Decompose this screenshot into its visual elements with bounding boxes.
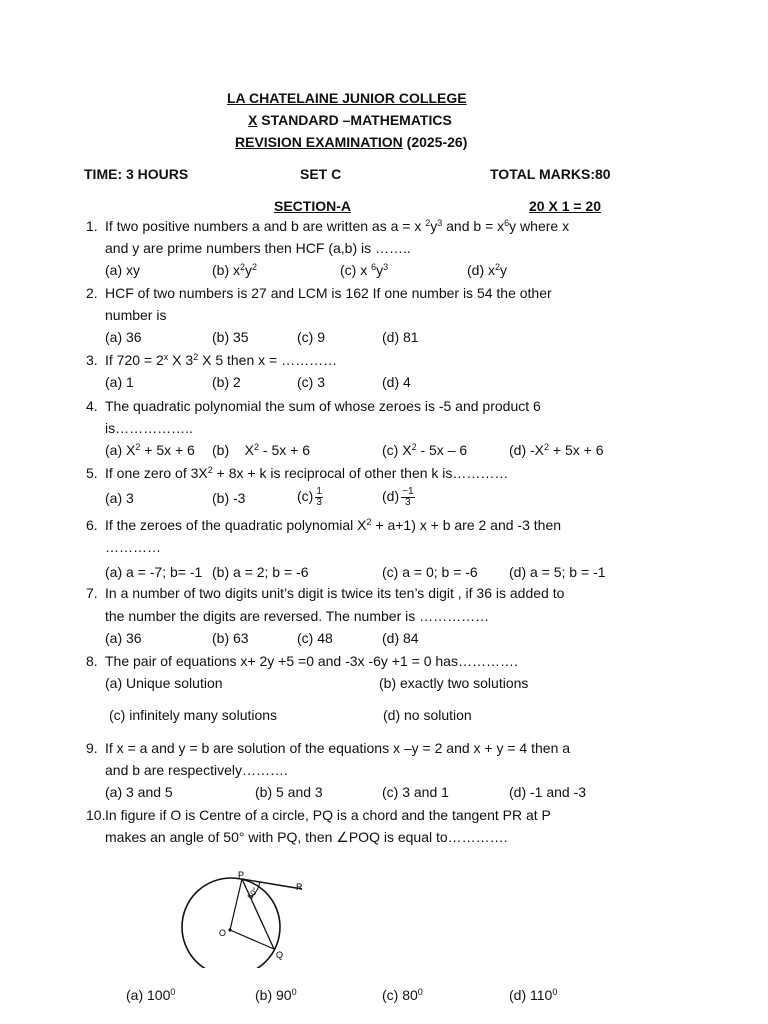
question-9-text: If x = a and y = b are solution of the equations x –y = 2 and x + y = 4 then a <box>105 740 571 756</box>
question-1-text-cont: and y are prime numbers then HCF (a,b) is …….. <box>105 240 411 256</box>
total-marks: TOTAL MARKS:80 <box>490 166 611 182</box>
fraction: $\frac{1}{3}$ <box>316 485 322 508</box>
label-o: O <box>219 928 227 938</box>
label-p: P <box>238 870 245 880</box>
option-d: (d) $x^2y$ <box>467 262 508 278</box>
option-c: (c) 48 <box>297 630 333 646</box>
option-a: (a) a = -7; b= -1 <box>105 564 203 580</box>
option-c: (c) $X^2 - 5x - 6$ <box>382 442 468 458</box>
option-c: (c) x $^6y^3$ <box>340 262 389 278</box>
option-c: (c) infinitely many solutions <box>109 707 278 723</box>
circle-tangent-figure <box>170 868 320 968</box>
question-10-text-cont: makes an angle of 50° with PQ, then ∠POQ is equal to…………. <box>105 829 508 845</box>
option-a: (a) 3 and 5 <box>105 784 173 800</box>
college-name: LA CHATELAINE JUNIOR COLLEGE <box>227 90 467 106</box>
exam-title: REVISION EXAMINATION (2025-26) <box>235 134 468 150</box>
option-b: (b) 5 and 3 <box>255 784 323 800</box>
option-b: (b) $X^2 - 5x + 6$ <box>212 442 310 458</box>
option-a: (a) 1 <box>105 374 134 390</box>
question-number: 10. <box>86 807 106 823</box>
option-b: (b) -3 <box>212 490 246 506</box>
option-c: (c) 3 and 1 <box>382 784 449 800</box>
option-d: (d) no solution <box>383 707 472 723</box>
question-number: 2. <box>86 285 98 301</box>
question-4-text-cont: is…………….. <box>105 420 193 436</box>
question-6-text: If the zeroes of the quadratic polynomial $X^2 + a+1$) x + b are 2 and -3 then <box>105 517 562 533</box>
option-d: (d) 4 <box>382 374 411 390</box>
question-1-text: If two positive numbers a and b are written as a = x $^2y^3$ and $b = x^6y$ where x <box>105 218 570 234</box>
standard-title: X STANDARD –MATHEMATICS <box>248 112 452 128</box>
label-r: R <box>296 882 303 892</box>
label-q: Q <box>276 950 284 960</box>
option-d: (d) 84 <box>382 630 419 646</box>
option-d: (d) $-X^2 + 5x + 6$ <box>509 442 604 458</box>
centre-point <box>228 928 231 931</box>
option-d: (d) $\frac{-1}{3}$ <box>382 485 414 508</box>
question-number: 1. <box>86 218 98 234</box>
option-a: (a) Unique solution <box>105 675 223 691</box>
option-b: (b) $x^2y^2$ <box>212 262 258 278</box>
question-number: 3. <box>86 352 98 368</box>
option-c: (c) 9 <box>297 329 325 345</box>
question-number: 7. <box>86 585 98 601</box>
option-c: (c) $80^0$ <box>382 987 423 1003</box>
question-6-text-cont: ………… <box>105 539 161 555</box>
option-a: (a) 3 <box>105 490 134 506</box>
question-9-text-cont: and b are respectively………. <box>105 762 288 778</box>
radius-op <box>230 879 242 930</box>
question-7-text-cont: the number the digits are reversed. The number is …………… <box>105 608 490 624</box>
option-b: (b) 35 <box>212 329 249 345</box>
question-4-text: The quadratic polynomial the sum of whose zeroes is -5 and product 6 <box>105 398 541 414</box>
radius-oq <box>230 930 274 949</box>
question-number: 4. <box>86 398 98 414</box>
question-7-text: In a number of two digits unit’s digit is twice its ten’s digit , if 36 is added to <box>105 585 565 601</box>
option-a: (a) $X^2 + 5x + 6$ <box>105 442 195 458</box>
question-number: 5. <box>86 465 98 481</box>
option-c: (c) 3 <box>297 374 325 390</box>
option-b: (b) a = 2; b = -6 <box>212 564 309 580</box>
fraction: $\frac{-1}{3}$ <box>402 485 414 508</box>
option-d: (d) -1 and -3 <box>509 784 587 800</box>
question-number: 9. <box>86 740 98 756</box>
option-d: (d) 81 <box>382 329 419 345</box>
option-a: (a) xy <box>105 262 140 278</box>
circle <box>182 878 280 968</box>
question-10-text: In figure if O is Centre of a circle, PQ is a chord and the tangent PR at P <box>105 807 551 823</box>
option-b: (b) 2 <box>212 374 241 390</box>
question-2-text-cont: number is <box>105 307 167 323</box>
option-c: (c) a = 0; b = -6 <box>382 564 478 580</box>
exam-time: TIME: 3 HOURS <box>84 166 189 182</box>
question-5-text: If one zero of $3X^2 + 8x + k$ is reciprocal of other then k is………… <box>105 465 509 481</box>
option-b: (b) exactly two solutions <box>379 675 529 691</box>
question-number: 6. <box>86 517 98 533</box>
option-b: (b) 63 <box>212 630 249 646</box>
question-8-text: The pair of equations x+ 2y +5 =0 and -3x -6y +1 = 0 has…………. <box>105 653 518 669</box>
option-d: (d) $110^0$ <box>509 987 558 1003</box>
section-marks: 20 X 1 = 20 <box>529 198 602 214</box>
section-title: SECTION-A <box>274 198 351 214</box>
exam-set: SET C <box>300 166 342 182</box>
question-number: 8. <box>86 653 98 669</box>
option-a: (a) 36 <box>105 329 142 345</box>
option-a: (a) $100^0$ <box>126 987 176 1003</box>
question-2-text: HCF of two numbers is 27 and LCM is 162 If one number is 54 the other <box>105 285 552 301</box>
angle-label: 50° <box>245 885 261 901</box>
option-c: (c) $\frac{1}{3}$ <box>297 485 322 508</box>
question-3-text: If $720 = 2^x$ X $3^2$ X 5 then x = ………… <box>105 352 338 368</box>
option-a: (a) 36 <box>105 630 142 646</box>
option-b: (b) $90^0$ <box>255 987 297 1003</box>
option-d: (d) a = 5; b = -1 <box>509 564 606 580</box>
